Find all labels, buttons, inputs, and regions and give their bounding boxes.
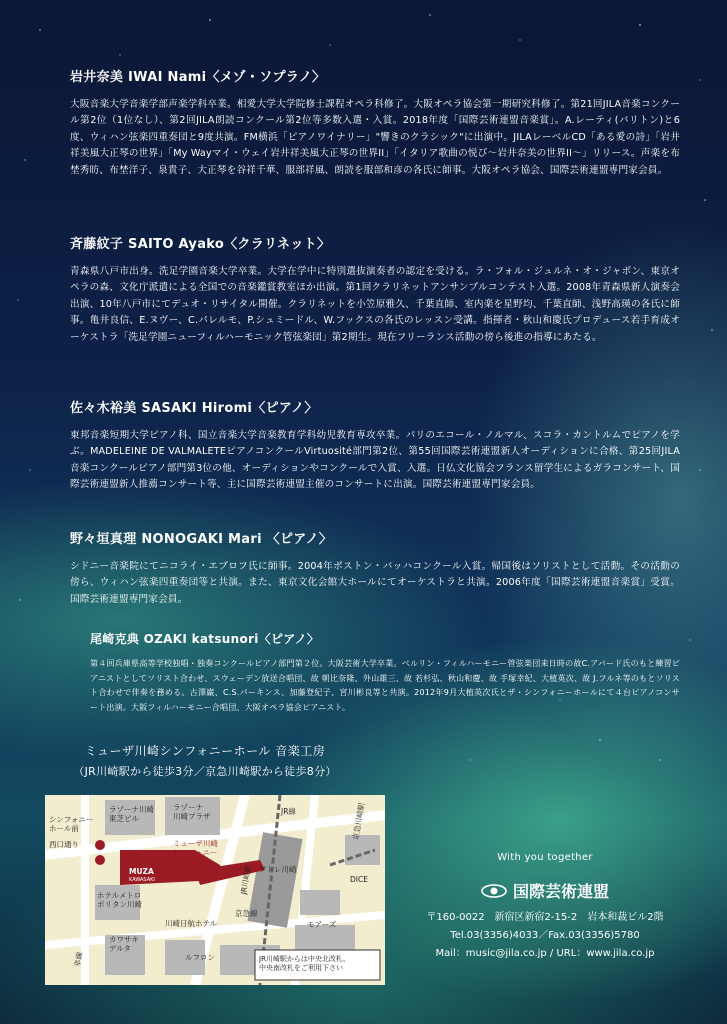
org-mail[interactable]: Mail：music@jila.co.jp / URL：www.jila.co.jp	[435, 948, 655, 959]
map-label-atre: アトレ川崎	[259, 865, 297, 874]
map-label-muza-sub: KAWASAKI	[129, 877, 155, 883]
venue-access: （JR川崎駅から徒歩3分／京急川崎駅から徒歩8分）	[73, 765, 337, 778]
bio-saito	[70, 233, 680, 346]
org-name: 国際芸術連盟	[512, 882, 609, 901]
map-note: JR川崎駅からは中央北改札、 中央南改札をご利用下さい	[259, 955, 350, 972]
org-logo-eye-icon	[481, 884, 507, 898]
map-label-dice: DICE	[350, 875, 368, 884]
bio-text: 青森県八戸市出身。洗足学園音楽大学卒業。大学在学中に特別選抜演奏者の認定を受ける。ラ・フォル・ジュルネ・オ・ジャポン、東京オペラの森、文化庁派遣による全国での音楽鑑賞教室ほか出演。第1回クラリネットアンサンブルコンテスト入選。2008年青森県新人演奏会出演、10年八戸市にてデュオ・リサイタル開催。クラリネットを小笠原雅久、千葉直師、室内楽を星野均、千葉直師、浅野高瑛の各氏に師事。亀井良信、E.ヌヴー、C.パレルモ、P.シュミードル、W.フックスの各氏のレッスン受講。指揮者・秋山和慶氏プロデュース若手育成オーケストラ「洗足学園ニューフィルハーモニック管弦楽団」第2期生。現在フリーランス活動の傍ら後進の指導にあたる。	[70, 266, 680, 343]
map-label-kawasaki-delta: カワサキ デルタ	[109, 935, 139, 953]
org-address: 〒160-0022 新宿区新宿2-15-2 岩本和裁ビル2階	[426, 912, 664, 923]
bio-heading: 尾崎克典 OZAKI katsunori〈ピアノ〉	[90, 632, 320, 646]
map-label-rufuron: ルフロン	[185, 953, 215, 962]
bio-text: 大阪音楽大学音楽学部声楽学科卒業。相愛大学大学院修士課程オペラ科修了。大阪オペラ協会第一期研究科修了。第21回JILA音楽コンクール第2位（1位なし）、第2回JILA朗読コンクール第2位等多数入選・入賞。2018年度「国際芸術連盟音楽賞」。A.レーティ(バリトン)と6度、ウィハン弦楽四重奏団と9度共演。FM横浜「ピアノワイナリー」"響きのクラシック"に出演中。JILAレーベルCD「ある愛の詩」「岩井祥美風大正琴の世界」「My Wayマイ・ウェイ岩井祥美風大正琴の世界II」「イタリア歌曲の悦び〜岩井奈美の世界II〜」リリース。声楽を布埜秀昉、布埜洋子、泉貴子、大正琴を谷祥千華、服部祥風、朗読を服部和彦の各氏に師事。大阪オペラ協会、国際芸術連盟専門家会員。	[70, 99, 680, 176]
bio-text: シドニー音楽院にてニコライ・エブロフ氏に師事。2004年ボストン・バッハコンクール入賞。帰国後はソリストとして活動。その活動の傍ら、ウィハン弦楽四重奏団等と共演。また、東京文化会館大ホールにてオーケストラと共演。2006年度「国際芸術連盟音楽賞」受賞。国際芸術連盟専門家会員。	[70, 561, 680, 605]
map-label-moazu: モアーズ	[307, 920, 337, 929]
map-label-symphony-mae: シンフォニー ホール前	[49, 815, 94, 833]
bio-iwai	[70, 66, 680, 179]
map-label-muza-hall: ミューザ川崎 シンフォニー ホール	[173, 839, 218, 866]
venue-name: ミューザ川崎シンフォニーホール 音楽工房	[84, 744, 326, 758]
map-label-lazona-toshiba: ラゾーナ川崎 東芝ビル	[109, 805, 154, 823]
map-label-keikyu-line: 京急線	[235, 909, 258, 918]
bio-text: 第４回兵庫県高等学校独唱・独奏コンクールピアノ部門第２位。大阪芸術大学卒業。ベルリン・フィルハーモニー管弦楽団来日時の故C.アバード氏のもと練習ピアニストとしてソリスト合わせ、スウェーデン放送合唱団、故 朝比奈隆、外山雄三、故 若杉弘、秋山和慶、故 手塚幸紀、大植英次、故 J.フルネ等のもとソリスト合わせで伴奏を務める。古澤巌、C.S.パーキンス、加藤登紀子、宮川彬良等と共演。2012年9月大植英次氏とザ・シンフォニーホールにて４台ピアノコンサート出演。大阪フィルハーモニー合唱団、大阪オペラ協会ピアニスト。	[90, 659, 680, 712]
bio-text: 東邦音楽短期大学ピアノ科、国立音楽大学音楽教育学科幼児教育専攻卒業。パリのエコール・ノルマル、スコラ・カントルムでピアノを学ぶ。MADELEINE DE VALMALETEピアノコンクールVirtuosité部門第2位、第55回国際芸術連盟新人オーディションに合格、第25回JILA音楽コンクールピアノ部門第3位の他、オーディションやコンクールで入賞、入選。日仏文化協会フランス留学生によるガラコンサート、国際芸術連盟新人推薦コンサート等、主に国際芸術連盟主催のコンサートに出演。国際芸術連盟専門家会員。	[70, 430, 680, 491]
venue-info	[55, 742, 355, 779]
org-name-row	[390, 879, 700, 902]
bio-heading: 岩井奈美 IWAI Nami〈メゾ・ソプラノ〉	[70, 70, 326, 85]
organization-info	[390, 852, 700, 959]
map-label-route: 幸線	[72, 951, 85, 968]
map-label-nikko: 川崎日航ホテル	[165, 919, 218, 928]
bio-sasaki	[70, 397, 680, 494]
bio-nonogaki	[70, 528, 680, 608]
bio-heading: 佐々木裕美 SASAKI Hiromi〈ピアノ〉	[70, 401, 318, 416]
org-tagline: With you together	[497, 852, 593, 863]
map-label-keikyu-kawasaki: 京急川崎駅	[351, 802, 367, 841]
map-label-jr-line: JR線	[281, 807, 296, 816]
access-map[interactable]	[45, 795, 385, 985]
map-label-nishiguchi: 西口通り	[49, 840, 79, 849]
map-label-jr-kawasaki: JR川崎駅	[238, 863, 253, 896]
map-label-lazona-plaza: ラゾーナ 川崎プラザ	[173, 803, 211, 821]
map-label-hotel-metro: ホテルメトロ ポリタン川崎	[97, 891, 142, 909]
map-label-muza-logo: MUZA	[129, 867, 154, 876]
bio-ozaki	[90, 630, 680, 715]
bio-heading: 野々垣真理 NONOGAKI Mari 〈ピアノ〉	[70, 532, 333, 547]
org-tel: Tel.03(3356)4033／Fax.03(3356)5780	[450, 930, 640, 941]
bio-heading: 斉藤紋子 SAITO Ayako〈クラリネット〉	[70, 237, 331, 252]
